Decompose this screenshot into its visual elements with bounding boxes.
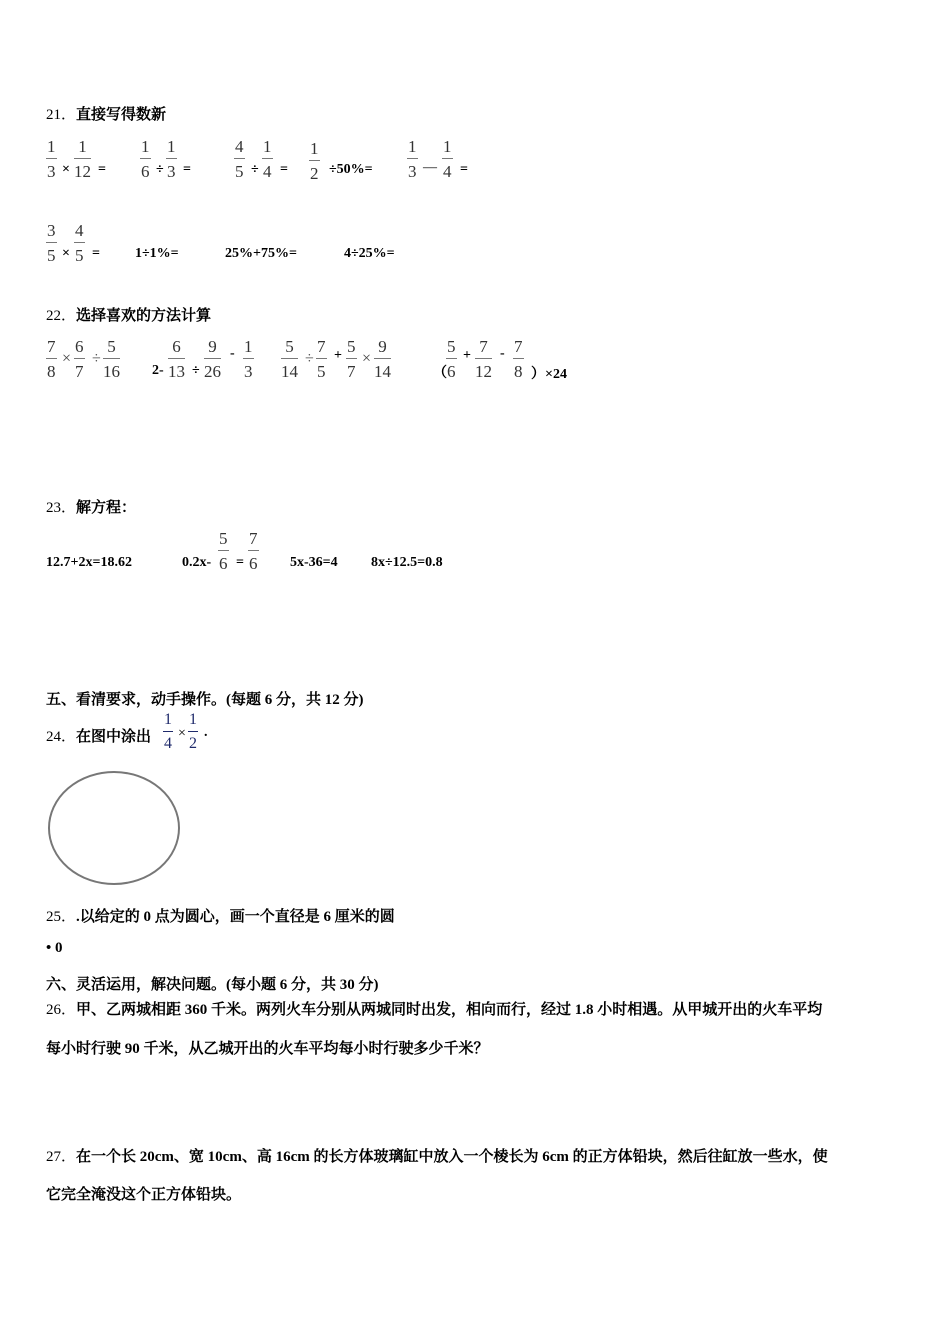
equals: =: [280, 162, 288, 177]
operator: +: [334, 348, 342, 363]
operator: ×: [178, 726, 186, 741]
fraction: 1 3: [244, 337, 253, 381]
operator: ÷: [192, 363, 200, 378]
q21-title: [46, 103, 166, 124]
fraction: 1 2: [310, 139, 319, 183]
equals: =: [92, 246, 100, 261]
fraction: 7 8: [514, 337, 523, 381]
q22-heading: 选择喜欢的方法计算: [76, 308, 212, 324]
fraction: 1 12: [74, 137, 91, 181]
fraction: 5 6: [219, 529, 228, 573]
operator: ×: [62, 246, 70, 261]
fraction: 1 4: [263, 137, 272, 181]
q23-number: 23．: [46, 500, 77, 516]
q25-heading: .以给定的 0 点为圆心，画一个直径是 6 厘米的圆: [76, 909, 395, 925]
operator: —: [423, 160, 437, 175]
center-point-label: • 0: [46, 940, 63, 956]
fraction: 1 4: [443, 137, 452, 181]
equation-prefix: 0.2x-: [182, 555, 212, 570]
operator: ÷: [251, 162, 259, 177]
q23-heading: 解方程：: [76, 500, 137, 516]
fraction: 5 14: [281, 337, 298, 381]
expression-tail: ÷50%=: [329, 162, 373, 177]
fraction: 7 8: [47, 337, 56, 381]
q24-heading: 在图中涂出: [76, 729, 152, 745]
operator: -: [230, 346, 235, 361]
q21-heading: 直接写得数新: [76, 107, 167, 123]
q23-title: [46, 496, 136, 517]
operator: ÷: [305, 350, 314, 367]
equals: =: [98, 162, 106, 177]
q26-number: 26．: [46, 1002, 77, 1018]
fraction: 9 14: [374, 337, 391, 381]
fraction: 6 13: [168, 337, 185, 381]
fraction: 9 26: [204, 337, 221, 381]
open-paren: （: [433, 366, 447, 381]
expression: 1÷1%=: [135, 246, 179, 261]
q27-text-1: 在一个长 20cm、宽 10cm、高 16cm 的长方体玻璃缸中放入一个棱长为 6cm 的正方体铅块，然后往缸放一些水，使: [76, 1149, 828, 1165]
section-5-heading: 五、看清要求，动手操作。(每题 6 分，共 12 分): [46, 692, 364, 708]
q21-number: 21．: [46, 107, 77, 123]
fraction: 5 7: [347, 337, 356, 381]
period: .: [204, 725, 208, 740]
q22-number: 22．: [46, 308, 77, 324]
close-paren-multiplier: ）×24: [531, 367, 567, 382]
fraction: 1 3: [47, 137, 56, 181]
operator: +: [463, 348, 471, 363]
q25-title: [46, 905, 395, 926]
fraction: 4 5: [235, 137, 244, 181]
fraction: 1 6: [141, 137, 150, 181]
equation: 5x-36=4: [290, 555, 338, 570]
fraction: 7 6: [249, 529, 258, 573]
operator: ×: [62, 350, 72, 367]
fraction: 4 5: [75, 221, 84, 265]
operator: ×: [362, 350, 372, 367]
expression: 4÷25%=: [344, 246, 395, 261]
q26-line-2: 每小时行驶 90 千米，从乙城开出的火车平均每小时行驶多少千米？: [46, 1041, 489, 1057]
fraction: 5 6: [447, 337, 456, 381]
operator: ÷: [92, 350, 101, 367]
q27-line-2: 它完全淹没这个正方体铅块。: [46, 1187, 242, 1203]
equals: =: [236, 555, 244, 570]
q27-line-1: [46, 1145, 828, 1166]
operator: ×: [62, 162, 70, 177]
q25-number: 25．: [46, 909, 77, 925]
equals: =: [183, 162, 191, 177]
q24-title: [46, 725, 151, 746]
fraction: 1 2: [189, 711, 197, 752]
operator: -: [500, 346, 505, 361]
q26-text-1: 甲、乙两城相距 360 千米。两列火车分别从两城同时出发，相向而行，经过 1.8 小时相遇。从甲城开出的火车平均: [76, 1002, 823, 1018]
operator: ÷: [156, 162, 164, 177]
expression-prefix: 2-: [152, 363, 164, 378]
equation: 12.7+2x=18.62: [46, 555, 132, 570]
equation: 8x÷12.5=0.8: [371, 555, 443, 570]
section-6-heading: 六、灵活运用，解决问题。(每小题 6 分，共 30 分): [46, 977, 379, 993]
expression: 25%+75%=: [225, 246, 297, 261]
equals: =: [460, 162, 468, 177]
q27-number: 27．: [46, 1149, 77, 1165]
fraction: 6 7: [75, 337, 84, 381]
q26-line-1: [46, 998, 822, 1019]
circle-figure: [46, 770, 182, 888]
fraction: 1 3: [167, 137, 176, 181]
fraction: 5 16: [103, 337, 120, 381]
fraction: 7 5: [317, 337, 326, 381]
fraction: 1 4: [164, 711, 172, 752]
circle-outline: [49, 772, 179, 884]
q24-number: 24．: [46, 729, 77, 745]
fraction: 3 5: [47, 221, 56, 265]
q22-title: [46, 304, 211, 325]
fraction: 7 12: [475, 337, 492, 381]
fraction: 1 3: [408, 137, 417, 181]
